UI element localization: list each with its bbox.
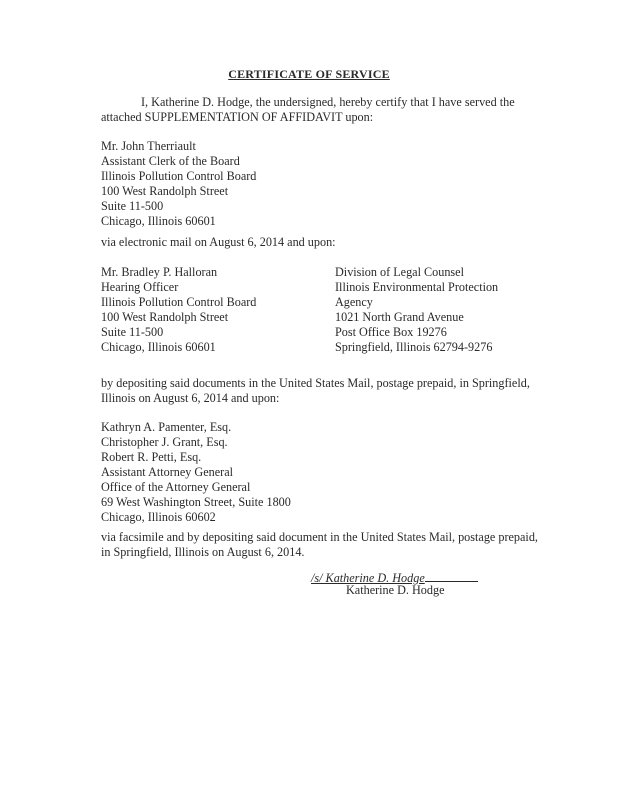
- address-line: Assistant Attorney General: [101, 465, 234, 479]
- address-line: Chicago, Illinois 60601: [101, 340, 216, 354]
- address-line: Hearing Officer: [101, 280, 179, 294]
- intro-paragraph: [101, 95, 531, 125]
- address-line: 100 West Randolph Street: [101, 184, 229, 198]
- recipient-clerk-address: [101, 139, 256, 229]
- mail-note-line-1: by depositing said documents in the United States Mail, postage prepaid, in Springfield,: [101, 376, 530, 390]
- service-via-email: [101, 235, 336, 250]
- address-line: 69 West Washington Street, Suite 1800: [101, 495, 291, 509]
- address-line: Post Office Box 19276: [335, 325, 447, 339]
- fax-note-line-1: via facsimile and by depositing said document in the United States Mail, postage prepaid,: [101, 530, 538, 544]
- address-line: Mr. John Therriault: [101, 139, 196, 153]
- electronic-signature: /s/ Katherine D. Hodge: [311, 571, 425, 585]
- address-line: Illinois Pollution Control Board: [101, 295, 257, 309]
- address-line: Kathryn A. Pamenter, Esq.: [101, 420, 232, 434]
- address-line: Agency: [335, 295, 373, 309]
- mail-service-paragraph: [101, 376, 530, 406]
- address-line: Suite 11-500: [101, 325, 164, 339]
- via-email-line: via electronic mail on August 6, 2014 and upon:: [101, 235, 336, 249]
- address-line: Illinois Pollution Control Board: [101, 169, 257, 183]
- address-line: Chicago, Illinois 60601: [101, 214, 216, 228]
- address-line: Office of the Attorney General: [101, 480, 251, 494]
- address-line: 1021 North Grand Avenue: [335, 310, 464, 324]
- address-line: Suite 11-500: [101, 199, 164, 213]
- recipient-legal-counsel-address: [335, 265, 498, 355]
- signature-rule: [425, 569, 478, 582]
- address-line: Mr. Bradley P. Halloran: [101, 265, 218, 279]
- recipient-attorney-general-address: [101, 420, 291, 525]
- document-title: CERTIFICATE OF SERVICE: [228, 67, 390, 81]
- address-line: Assistant Clerk of the Board: [101, 154, 240, 168]
- address-line: Robert R. Petti, Esq.: [101, 450, 202, 464]
- intro-line-1: I, Katherine D. Hodge, the undersigned, hereby certify that I have served the: [141, 95, 515, 109]
- mail-note-line-2: Illinois on August 6, 2014 and upon:: [101, 391, 280, 405]
- address-line: Chicago, Illinois 60602: [101, 510, 216, 524]
- recipient-hearing-officer-address: [101, 265, 256, 355]
- address-line: Division of Legal Counsel: [335, 265, 464, 279]
- intro-line-2: attached SUPPLEMENTATION OF AFFIDAVIT upon:: [101, 110, 374, 124]
- address-line: Illinois Environmental Protection: [335, 280, 499, 294]
- address-line: Christopher J. Grant, Esq.: [101, 435, 228, 449]
- fax-note-line-2: in Springfield, Illinois on August 6, 2014.: [101, 545, 305, 559]
- address-line: Springfield, Illinois 62794-9276: [335, 340, 493, 354]
- address-line: 100 West Randolph Street: [101, 310, 229, 324]
- fax-service-paragraph: [101, 530, 538, 560]
- signer-name: Katherine D. Hodge: [346, 583, 445, 597]
